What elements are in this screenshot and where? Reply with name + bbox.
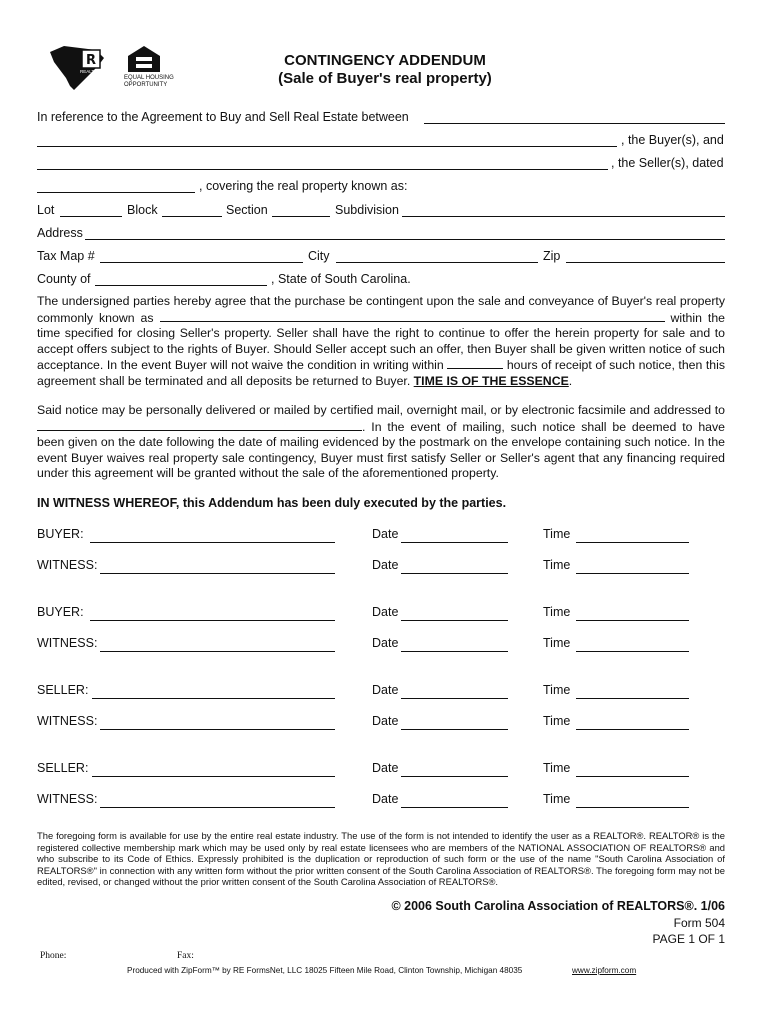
buyers-label: , the Buyer(s), and (621, 133, 724, 147)
date-label: Date (372, 527, 399, 541)
produced-by-text: Produced with ZipForm™ by RE FormsNet, LLC 18025 Fifteen Mile Road, Clinton Township, Michigan 48035 (127, 966, 523, 975)
date-line[interactable] (401, 560, 508, 574)
time-label: Time (543, 605, 571, 619)
zip-field[interactable] (566, 249, 725, 263)
time-label: Time (543, 714, 571, 728)
date-label: Date (372, 792, 399, 806)
buyer-names-field[interactable] (37, 133, 617, 147)
fax-label: Fax: (177, 951, 194, 961)
address-label: Address (37, 226, 83, 240)
date-line[interactable] (401, 763, 508, 777)
p2-text-a: Said notice may be personally delivered or mailed by certified mail, overnight mail, or by electronic facsimile and addressed to (37, 403, 725, 417)
address-field[interactable] (85, 226, 725, 240)
notice-address-field[interactable] (37, 419, 362, 431)
time-line[interactable] (576, 716, 689, 730)
parties-field-1[interactable] (424, 110, 725, 124)
time-label: Time (543, 683, 571, 697)
date-label: Date (372, 683, 399, 697)
time-label: Time (543, 792, 571, 806)
intro-text: In reference to the Agreement to Buy and Sell Real Estate between (37, 110, 409, 124)
signature-line[interactable] (92, 763, 335, 777)
page-number: PAGE 1 OF 1 (652, 932, 725, 946)
notice-paragraph (37, 403, 725, 482)
tax-map-field[interactable] (100, 249, 303, 263)
waive-hours-field[interactable] (447, 357, 503, 369)
time-line[interactable] (576, 685, 689, 699)
time-line[interactable] (576, 763, 689, 777)
website-link[interactable]: www.zipform.com (572, 966, 637, 975)
date-line[interactable] (401, 607, 508, 621)
signature-line[interactable] (100, 560, 335, 574)
date-label: Date (372, 636, 399, 650)
p1-text-c: hours of receipt of such notice, then this agreement shall be terminated and all deposits be returned to Buyer. (37, 358, 726, 388)
subdivision-field[interactable] (402, 203, 725, 217)
covering-label: , covering the real property known as: (199, 179, 408, 193)
date-line[interactable] (401, 638, 508, 652)
svg-text:R: R (85, 53, 97, 68)
tax-map-label: Tax Map # (37, 249, 95, 263)
date-line[interactable] (401, 794, 508, 808)
county-label: County of (37, 272, 91, 286)
date-label: Date (372, 761, 399, 775)
county-field[interactable] (95, 272, 267, 286)
signature-line[interactable] (90, 607, 335, 621)
sig-label: WITNESS: (37, 792, 98, 806)
time-label: Time (543, 636, 571, 650)
sig-label: BUYER: (37, 527, 84, 541)
city-field[interactable] (336, 249, 538, 263)
signature-line[interactable] (100, 794, 335, 808)
date-line[interactable] (401, 685, 508, 699)
date-label: Date (372, 605, 399, 619)
form-title: CONTINGENCY ADDENDUM (284, 52, 486, 69)
agreement-date-field[interactable] (37, 179, 195, 193)
time-label: Time (543, 527, 571, 541)
phone-label: Phone: (40, 951, 67, 961)
form-subtitle: (Sale of Buyer's real property) (278, 70, 492, 87)
zip-label: Zip (543, 249, 561, 263)
form-number: Form 504 (673, 916, 725, 930)
sig-label: WITNESS: (37, 714, 98, 728)
time-line[interactable] (576, 638, 689, 652)
signature-line[interactable] (100, 716, 335, 730)
date-line[interactable] (401, 529, 508, 543)
block-label: Block (127, 203, 158, 217)
date-label: Date (372, 558, 399, 572)
sig-label: SELLER: (37, 761, 89, 775)
sig-label: BUYER: (37, 605, 84, 619)
time-line[interactable] (576, 529, 689, 543)
p2-text-b: . In the event of mailing, such notice shall be deemed to have been given on the date following the date of mailing evidenced by the postmark on the envelope containing such notice. In the event Buyer waives real property sale contingency, Buyer must first satisfy Seller or Seller's agent that any financing required under this agreement will be granted without the sale of the aforementioned property. (37, 419, 725, 481)
realtor-logo-text: REALTOR (80, 69, 101, 74)
sig-label: WITNESS: (37, 636, 98, 650)
date-label: Date (372, 714, 399, 728)
section-label: Section (226, 203, 268, 217)
time-line[interactable] (576, 560, 689, 574)
subdivision-label: Subdivision (335, 203, 399, 217)
seller-names-field[interactable] (37, 156, 608, 170)
buyer-property-field[interactable] (160, 310, 665, 322)
state-label: , State of South Carolina. (271, 272, 411, 286)
witness-statement: IN WITNESS WHEREOF, this Addendum has been duly executed by the parties. (37, 496, 507, 510)
signature-line[interactable] (90, 529, 335, 543)
disclaimer-text: The foregoing form is available for use by the entire real estate industry. The use of the form is not intended to identify the user as a REALTOR®. REALTOR® is the registered collective membership mark which may be used only by real estate licensees who are members of the NATIONAL ASSOCIATION OF REALTORS® and who subscribe to its Code of Ethics. Expressly prohibited is the duplication or reproduction of such form or the use of the name "South Carolina Association of REALTORS®" in connection with any written form without the prior written consent of the South Carolina Association of REALTORS®. The foregoing form may not be edited, revised, or changed without the prior written consent of the South Carolina Association of REALTORS®. (37, 830, 725, 887)
time-line[interactable] (576, 794, 689, 808)
copyright-text: © 2006 South Carolina Association of REALTORS®. 1/06 (391, 899, 725, 913)
time-label: Time (543, 761, 571, 775)
p1-text-a: The undersigned parties hereby agree that the purchase be contingent upon the sale and conveyance of Buyer's real property commonly known as (37, 294, 725, 325)
eho-text-1: EQUAL HOUSING (124, 75, 174, 81)
time-line[interactable] (576, 607, 689, 621)
eho-text-2: OPPORTUNITY (124, 82, 168, 88)
sig-label: WITNESS: (37, 558, 98, 572)
section-field[interactable] (272, 203, 330, 217)
date-line[interactable] (401, 716, 508, 730)
p1-text-b: within the time specified for closing Seller's property. Seller shall have the right to continue to offer the herein property for sale and to accept offers subject to the rights of Buyer. Should Seller accept such an offer, then Buyer shall be given written notice of such acceptance. In the event Buyer will not waive the condition in writing within (37, 310, 726, 373)
block-field[interactable] (162, 203, 222, 217)
time-essence: TIME IS OF THE ESSENCE (413, 373, 569, 388)
city-label: City (308, 249, 330, 263)
signature-line[interactable] (92, 685, 335, 699)
contingency-paragraph: The undersigned parties hereby agree that the purchase be contingent upon the sale and conveyance of Buyer's real property commonly known as within the time specified for closing Seller's property. Seller shall have the right to continue to offer the herein property for sale and to accept offers subject to the rights of Buyer. Should Seller accept such an offer, then Buyer shall be given written notice of such acceptance. In the event Buyer will not waive the condition in writing within hours of receipt of such notice, then this agreement shall be terminated and all deposits be returned to Buyer. TIME IS OF THE ESSENCE. (37, 294, 726, 388)
time-label: Time (543, 558, 571, 572)
sig-label: SELLER: (37, 683, 89, 697)
signature-line[interactable] (100, 638, 335, 652)
lot-field[interactable] (60, 203, 122, 217)
lot-label: Lot (37, 203, 55, 217)
sellers-label: , the Seller(s), dated (611, 156, 724, 170)
